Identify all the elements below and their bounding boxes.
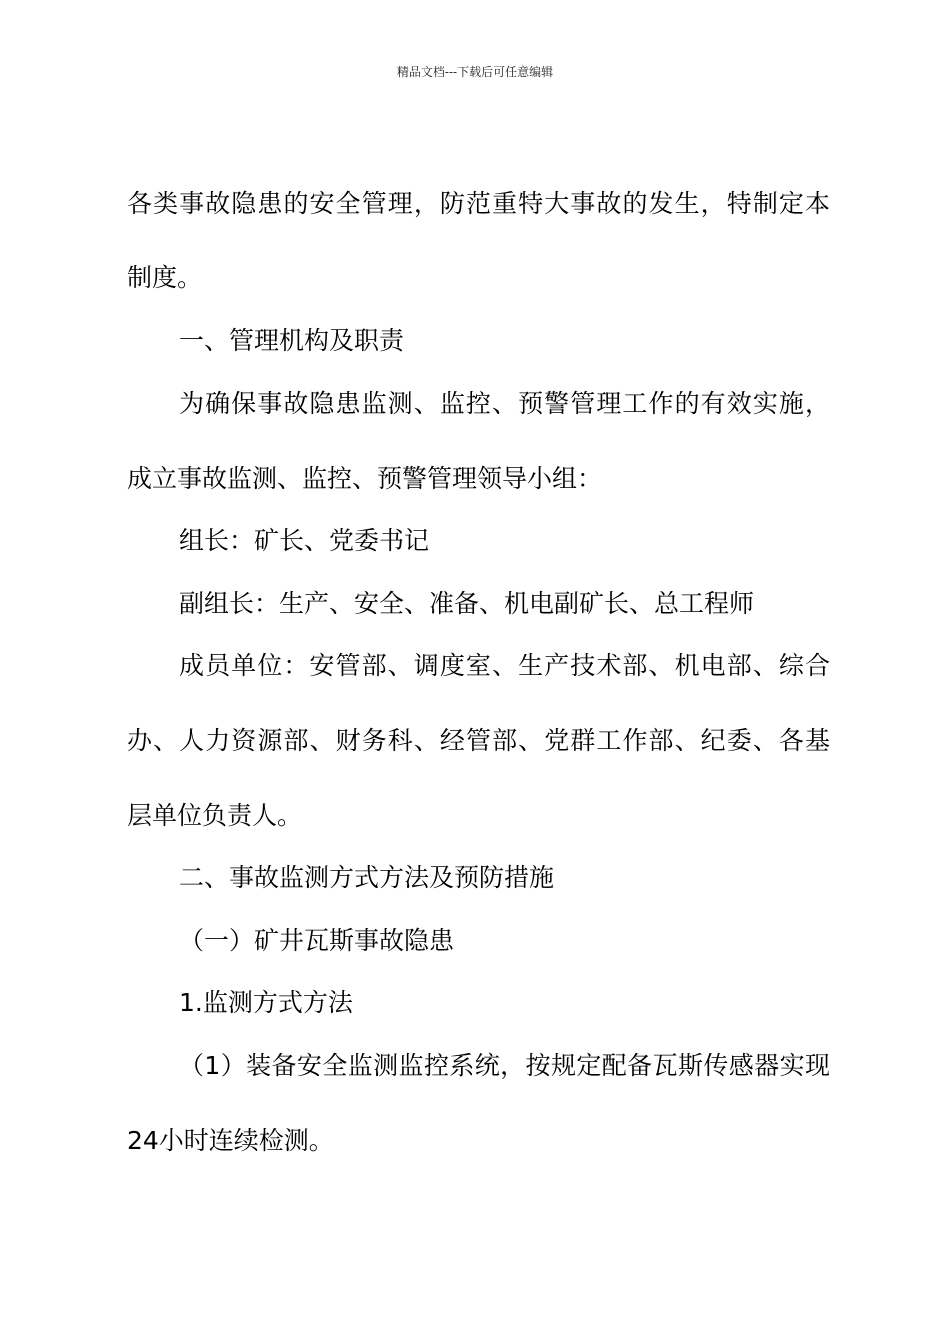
section-heading: 一、管理机构及职责 [179,326,405,355]
paragraph-line: 成立事故监测、监控、预警管理领导小组： [127,464,603,493]
paragraph-line: 成员单位：安管部、调度室、生产技术部、机电部、综合 [179,651,830,680]
paragraph-line: 制度。 [127,263,203,292]
paragraph-line: 副组长：生产、安全、准备、机电副矿长、总工程师 [179,589,755,618]
section-heading: 二、事故监测方式方法及预防措施 [179,863,555,892]
subsection-heading: （一）矿井瓦斯事故隐患 [179,926,455,955]
paragraph-line: 各类事故隐患的安全管理，防范重特大事故的发生，特制定本 [127,189,830,218]
paragraph-line: 24小时连续检测。 [127,1126,334,1155]
item-heading: 1.监测方式方法 [179,988,353,1017]
paragraph-line: 组长：矿长、党委书记 [179,526,430,555]
paragraph-line: 办、人力资源部、财务科、经管部、党群工作部、纪委、各基 [127,726,830,755]
paragraph-line: （1）装备安全监测监控系统，按规定配备瓦斯传感器实现 [179,1051,830,1080]
paragraph-line: 层单位负责人。 [127,801,303,830]
page-header: 精品文档---下载后可任意编辑 [396,65,554,79]
paragraph-line: 为确保事故隐患监测、监控、预警管理工作的有效实施， [179,389,830,418]
